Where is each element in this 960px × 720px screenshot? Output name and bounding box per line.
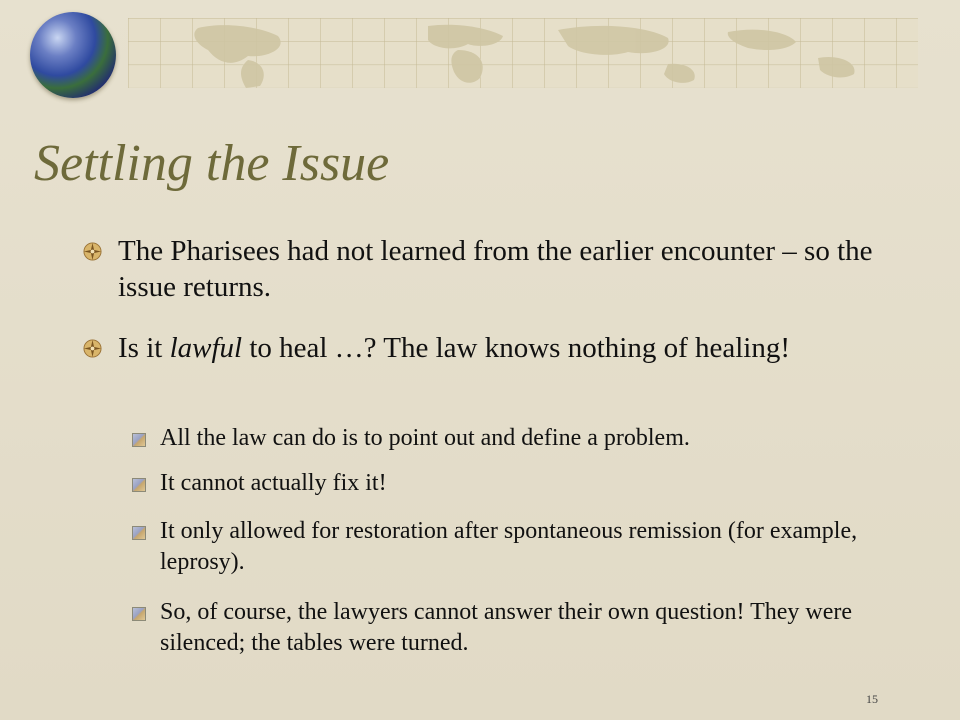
compass-rose-icon <box>83 242 102 261</box>
sub-bullet-text: All the law can do is to point out and define a problem. <box>160 425 690 451</box>
header-band <box>0 0 960 118</box>
sub-bullet-item <box>160 597 880 659</box>
world-map-icon <box>128 18 918 88</box>
square-bullet-icon <box>132 478 146 492</box>
square-bullet-icon <box>132 433 146 447</box>
square-bullet-icon <box>132 607 146 621</box>
sub-bullet-item <box>160 423 880 454</box>
sub-bullet-text: It cannot actually fix it! <box>160 470 387 496</box>
square-bullet-icon <box>132 526 146 540</box>
bullet-text-end: to heal …? The law knows nothing of healing! <box>242 332 791 364</box>
bullet-text-emphasis: lawful <box>169 332 243 364</box>
bullet-text: The Pharisees had not learned from the earlier encounter – so the issue returns. <box>118 235 873 303</box>
bullet-text-start: Is it <box>118 332 170 364</box>
sub-bullet-text: So, of course, the lawyers cannot answer their own question! They were silenced; the tables were turned. <box>160 599 853 656</box>
sub-bullet-item <box>160 468 880 499</box>
globe-icon <box>30 12 116 98</box>
bullet-item <box>118 330 878 366</box>
sub-bullet-text: It only allowed for restoration after spontaneous remission (for example, leprosy). <box>160 518 858 575</box>
slide-title: Settling the Issue <box>34 135 390 192</box>
compass-rose-icon <box>83 339 102 358</box>
page-number: 15 <box>866 692 878 706</box>
sub-bullet-item <box>160 516 880 578</box>
bullet-item <box>118 233 878 305</box>
